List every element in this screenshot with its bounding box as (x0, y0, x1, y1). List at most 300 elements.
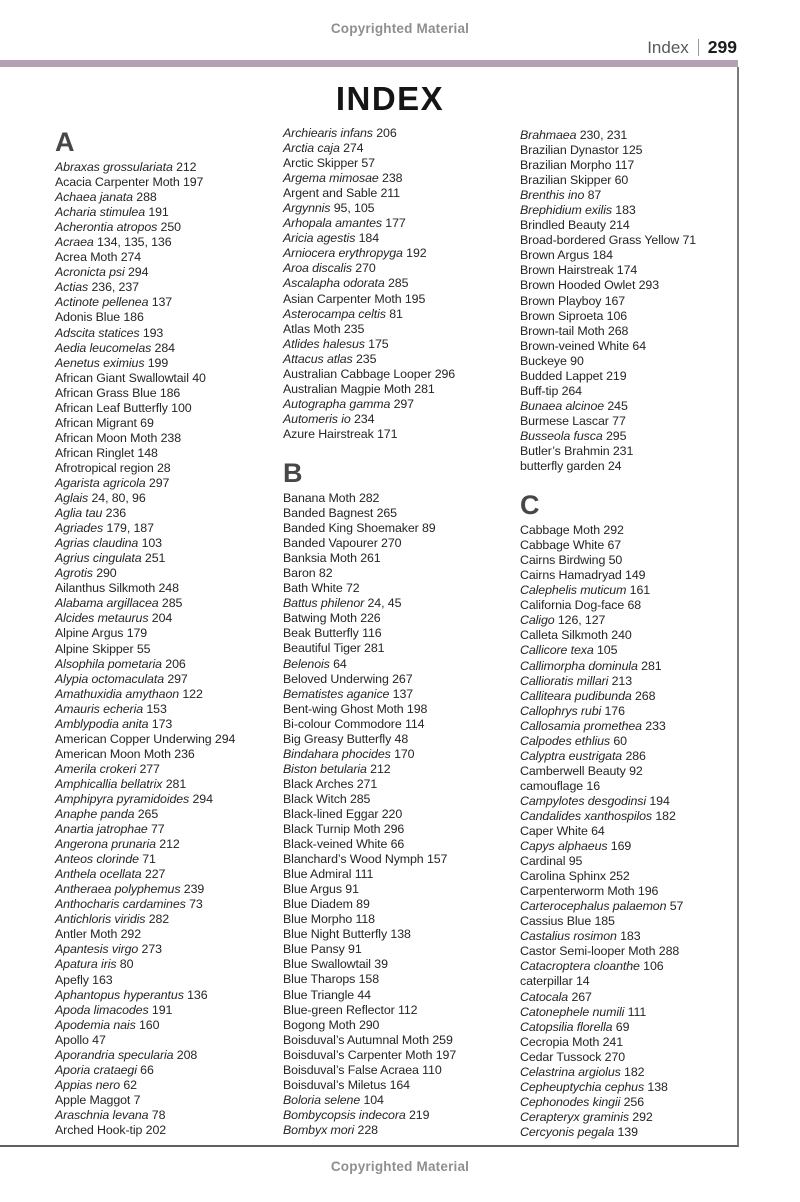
index-entry (55, 957, 283, 972)
index-entry (520, 990, 748, 1005)
entry-pages: 67 (604, 538, 622, 553)
entry-name: Castalius rosimon (520, 929, 617, 944)
entry-pages: 236 (170, 746, 195, 761)
section-heading-c: C (520, 490, 540, 521)
index-entry (283, 536, 511, 551)
index-entry (55, 927, 283, 942)
entry-pages: 294 (189, 791, 213, 806)
entry-name: Blue Admiral (283, 867, 352, 882)
entry-name: Celastrina argiolus (520, 1064, 621, 1079)
entry-pages: 273 (138, 942, 162, 957)
entry-name: Acraea (55, 235, 94, 250)
entry-name: Adscita statices (55, 325, 140, 340)
index-entry (55, 506, 283, 521)
index-entry (520, 884, 748, 899)
entry-pages: 236 (102, 506, 127, 521)
entry-pages: 282 (145, 912, 170, 927)
entry-name: Cercyonis pegala (520, 1124, 615, 1139)
entry-name: Catacroptera cloanthe (520, 959, 640, 974)
index-entry (55, 732, 283, 747)
entry-name: Banded Bagnest (283, 506, 374, 521)
entry-pages: 82 (315, 566, 333, 581)
entry-pages: 158 (355, 972, 379, 987)
entry-pages: 89 (352, 897, 370, 912)
index-entry (283, 566, 511, 581)
entry-name: Biston betularia (283, 761, 367, 776)
entry-name: Blue Diadem (283, 897, 353, 912)
index-entry (55, 1108, 283, 1123)
index-entry (283, 1108, 511, 1123)
entry-name: Brazilian Skipper (520, 173, 612, 188)
entry-pages: 281 (410, 381, 435, 396)
entry-pages: 250 (157, 220, 181, 235)
entry-pages: 281 (162, 776, 187, 791)
index-entry (55, 416, 283, 431)
entry-name: Capys alphaeus (520, 839, 608, 854)
entry-pages: 126, 127 (554, 613, 606, 628)
entry-name: Beloved Underwing (283, 671, 389, 686)
entry-name: Agriades (55, 521, 104, 536)
index-entry (55, 762, 283, 777)
entry-name: Bent-wing Ghost Moth (283, 701, 404, 716)
index-entry (520, 1035, 748, 1050)
entry-name: Acronicta psi (55, 265, 125, 280)
index-column-1 (55, 128, 283, 1138)
entry-pages: 294 (211, 731, 236, 746)
entry-name: African Grass Blue (55, 385, 157, 400)
index-entry (520, 854, 748, 869)
entry-name: African Migrant (55, 415, 137, 430)
entry-pages: 174 (613, 263, 638, 278)
index-entry (283, 1048, 511, 1063)
entry-pages: 285 (346, 791, 371, 806)
entry-pages: 285 (158, 596, 183, 611)
entry-pages: 235 (352, 351, 377, 366)
entry-pages: 248 (155, 581, 179, 596)
entry-name: Brazilian Morpho (520, 158, 612, 173)
entry-name: Burmese Lascar (520, 413, 609, 428)
entry-name: Carterocephalus palaemon (520, 899, 667, 914)
copyright-notice-bottom: Copyrighted Material (330, 1159, 470, 1174)
entry-name: Calyptra eustrigata (520, 748, 623, 763)
entry-pages: 282 (355, 490, 380, 505)
entry-pages: 69 (612, 1019, 630, 1034)
entry-pages: 227 (141, 867, 166, 882)
entry-pages: 106 (639, 959, 664, 974)
entry-name: Alpine Skipper (55, 641, 134, 656)
index-entry (283, 1033, 511, 1048)
entry-name: Cassius Blue (520, 914, 592, 929)
index-entry (55, 491, 283, 506)
entry-name: Aglais (55, 491, 89, 506)
entry-name: Attacus atlas (283, 351, 353, 366)
entry-pages: 297 (390, 396, 414, 411)
index-entry (55, 852, 283, 867)
entry-name: Alpine Argus (55, 626, 124, 641)
entry-pages: 175 (364, 336, 389, 351)
entry-pages: 103 (138, 536, 162, 551)
index-entry (520, 1005, 748, 1020)
entry-name: Antler Moth (55, 927, 118, 942)
index-entry (520, 824, 748, 839)
entry-pages: 184 (589, 248, 613, 263)
entry-name: Blanchard’s Wood Nymph (283, 852, 424, 867)
entry-pages: 267 (568, 989, 592, 1004)
entry-pages: 137 (389, 686, 414, 701)
index-entry (283, 747, 511, 762)
entry-pages: 95, 105 (330, 201, 375, 216)
entry-pages: 149 (621, 568, 646, 583)
index-entry (283, 912, 511, 927)
entry-pages: 179, 187 (103, 521, 154, 536)
entry-pages: 77 (608, 413, 626, 428)
entry-name: California Dog-face (520, 598, 625, 613)
index-entry (283, 581, 511, 596)
entry-name: Cardinal (520, 854, 566, 869)
entry-pages: 111 (624, 1004, 647, 1019)
entry-name: Calpodes ethlius (520, 733, 611, 748)
index-entry (55, 792, 283, 807)
index-entry (520, 643, 748, 658)
entry-pages: 139 (614, 1124, 638, 1139)
index-entry (55, 581, 283, 596)
entry-pages: 186 (156, 385, 181, 400)
entry-name: Brown Hooded Owlet (520, 278, 636, 293)
index-entry (520, 1050, 748, 1065)
index-entry (520, 278, 748, 293)
index-entry (520, 553, 748, 568)
entry-name: Afrotropical region (55, 460, 154, 475)
index-entry (520, 839, 748, 854)
index-entry (283, 611, 511, 626)
entry-name: caterpillar (520, 974, 573, 989)
entry-pages: 281 (637, 658, 662, 673)
entry-name: Cepheuptychia cephus (520, 1079, 645, 1094)
entry-name: Ailanthus Silkmoth (55, 581, 156, 596)
index-entry (283, 626, 511, 641)
index-entry (283, 246, 511, 261)
index-entry (283, 657, 511, 672)
entry-pages: 185 (591, 914, 615, 929)
entry-pages: 241 (599, 1034, 623, 1049)
index-entry (520, 203, 748, 218)
entry-name: butterfly garden (520, 459, 605, 474)
index-entry (283, 382, 511, 397)
index-entry (55, 250, 283, 265)
entry-name: Amblypodia anita (55, 716, 149, 731)
index-entry (283, 427, 511, 442)
entry-pages: 71 (679, 233, 697, 248)
index-entry (520, 779, 748, 794)
index-entry (283, 732, 511, 747)
entry-name: Asian Carpenter Moth (283, 291, 402, 306)
entry-pages: 57 (666, 899, 684, 914)
index-entry (520, 523, 748, 538)
entry-name: Buckeye (520, 353, 567, 368)
index-entry (283, 412, 511, 427)
entry-name: Brown-veined White (520, 338, 630, 353)
entry-name: Bindahara phocides (283, 746, 391, 761)
index-entry (520, 233, 748, 248)
index-entry (520, 538, 748, 553)
entry-name: Blue Argus (283, 882, 342, 897)
index-entry (55, 611, 283, 626)
entry-pages: 274 (339, 141, 364, 156)
index-entry (55, 1063, 283, 1078)
copyright-notice-top: Copyrighted Material (330, 21, 470, 36)
entry-pages: 57 (358, 156, 375, 171)
entry-name: Broad-bordered Grass Yellow (520, 233, 680, 248)
page-number: 299 (707, 37, 737, 57)
entry-name: Bombyx mori (283, 1122, 355, 1137)
entry-name: Caper White (520, 824, 588, 839)
entry-pages: 214 (605, 218, 630, 233)
entry-pages: 206 (161, 656, 186, 671)
index-entry (283, 972, 511, 987)
index-entry (283, 156, 511, 171)
index-entry (55, 1123, 283, 1138)
index-entry (283, 762, 511, 777)
entry-name: Budded Lappet (520, 368, 603, 383)
index-entry (283, 231, 511, 246)
index-entry (283, 276, 511, 291)
entry-pages: 271 (353, 776, 378, 791)
index-entry (520, 764, 748, 779)
accent-bar (0, 60, 738, 67)
index-entry (520, 869, 748, 884)
entry-name: camouflage (520, 778, 584, 793)
entry-pages: 122 (179, 686, 203, 701)
entry-pages: 265 (134, 807, 159, 822)
entry-pages: 292 (600, 523, 624, 538)
index-entry (55, 1033, 283, 1048)
entry-name: Bematistes aganice (283, 686, 390, 701)
entry-pages: 71 (138, 852, 156, 867)
entry-name: Beak Butterfly (283, 626, 359, 641)
entry-pages: 238 (157, 430, 182, 445)
index-entry (520, 1095, 748, 1110)
index-entry (55, 626, 283, 641)
entry-pages: 296 (380, 822, 405, 837)
entry-name: Acherontia atropos (55, 220, 158, 235)
index-entry (283, 988, 511, 1003)
entry-name: Calephelis muticum (520, 583, 627, 598)
entry-name: Alcides metaurus (55, 611, 149, 626)
entry-name: Arhopala amantes (283, 216, 382, 231)
index-entry (283, 807, 511, 822)
entry-name: Cairns Hamadryad (520, 568, 622, 583)
entry-pages: 111 (351, 867, 374, 882)
entry-name: Brazilian Dynastor (520, 143, 619, 158)
index-entry (283, 506, 511, 521)
index-entry (55, 717, 283, 732)
entry-pages: 270 (351, 261, 376, 276)
entry-name: Battus philenor (283, 596, 365, 611)
entry-pages: 87 (584, 188, 602, 203)
entry-name: Buff-tip (520, 383, 559, 398)
entry-pages: 14 (572, 974, 590, 989)
entry-name: Aedia leucomelas (55, 340, 152, 355)
entry-pages: 297 (164, 671, 188, 686)
index-entry (55, 837, 283, 852)
index-column-3 (520, 128, 748, 1140)
index-entry (520, 689, 748, 704)
entry-pages: 164 (386, 1077, 410, 1092)
section-heading-b: B (283, 457, 303, 488)
index-entry (520, 128, 748, 143)
index-entry (283, 596, 511, 611)
entry-pages: 212 (366, 761, 391, 776)
index-entry (55, 642, 283, 657)
entry-name: Black Arches (283, 776, 354, 791)
entry-pages: 183 (616, 929, 641, 944)
entry-name: Bogong Moth (283, 1017, 356, 1032)
entry-pages: 66 (387, 837, 405, 852)
entry-name: Amathuxidia amythaon (55, 686, 180, 701)
index-entry (55, 1018, 283, 1033)
entry-name: Aphantopus hyperantus (55, 987, 184, 1002)
entry-name: Blue Swallowtail (283, 957, 371, 972)
entry-pages: 104 (360, 1092, 384, 1107)
index-entry (55, 1078, 283, 1093)
index-entry (283, 491, 511, 506)
entry-name: Aporia crataegi (55, 1062, 137, 1077)
index-entry (520, 944, 748, 959)
entry-name: Big Greasy Butterfly (283, 731, 392, 746)
index-entry (55, 897, 283, 912)
entry-pages: 195 (401, 291, 426, 306)
index-entry (283, 1003, 511, 1018)
index-entry (55, 431, 283, 446)
index-entry (283, 942, 511, 957)
index-entry (55, 265, 283, 280)
entry-name: Cecropia Moth (520, 1034, 600, 1049)
entry-name: Brenthis ino (520, 188, 585, 203)
index-entry (55, 822, 283, 837)
entry-name: Callicore texa (520, 643, 594, 658)
entry-name: Agrius cingulata (55, 551, 142, 566)
entry-pages: 191 (148, 1002, 173, 1017)
entry-name: Black-lined Eggar (283, 806, 379, 821)
index-entry (283, 897, 511, 912)
index-entry (283, 216, 511, 231)
entry-pages: 290 (92, 566, 117, 581)
entry-name: Cedar Tussock (520, 1049, 602, 1064)
entry-pages: 66 (136, 1062, 154, 1077)
index-column-2 (283, 126, 511, 1138)
entry-name: Acharia stimulea (55, 205, 145, 220)
entry-pages: 16 (583, 778, 600, 793)
entry-name: Blue Pansy (283, 942, 345, 957)
index-entry (283, 687, 511, 702)
index-entry (520, 659, 748, 674)
entry-pages: 202 (142, 1123, 167, 1137)
index-entry (283, 1018, 511, 1033)
entry-pages: 78 (148, 1107, 166, 1122)
entry-pages: 288 (655, 944, 680, 959)
entry-pages: 186 (120, 310, 144, 325)
index-entry (283, 171, 511, 186)
entry-pages: 169 (607, 839, 632, 854)
entry-pages: 118 (352, 912, 375, 927)
index-entry (283, 717, 511, 732)
entry-pages: 234 (350, 411, 375, 426)
entry-pages: 288 (132, 190, 157, 205)
index-entry (55, 371, 283, 386)
index-entry (55, 175, 283, 190)
entry-pages: 261 (356, 551, 381, 566)
entry-pages: 274 (117, 250, 142, 265)
index-entry (55, 536, 283, 551)
entry-name: Apefly (55, 972, 89, 987)
entry-pages: 69 (136, 415, 154, 430)
index-entry (55, 1093, 283, 1108)
running-header (647, 37, 737, 58)
entry-pages: 163 (88, 972, 113, 987)
entry-name: Agrotis (55, 566, 93, 581)
entry-name: Aroa discalis (283, 261, 352, 276)
entry-name: Arctia caja (283, 141, 340, 156)
index-entry (55, 672, 283, 687)
index-entry (520, 719, 748, 734)
entry-pages: 251 (141, 551, 166, 566)
index-entry (520, 143, 748, 158)
entry-name: Amphicallia bellatrix (55, 776, 163, 791)
index-entry (520, 354, 748, 369)
entry-name: Cairns Birdwing (520, 553, 606, 568)
header-divider (698, 39, 699, 56)
entry-pages: 290 (355, 1017, 380, 1032)
entry-name: Cerapteryx graminis (520, 1109, 629, 1124)
entry-name: Brown Hairstreak (520, 263, 614, 278)
entry-name: Castor Semi-looper Moth (520, 944, 656, 959)
index-entry (283, 352, 511, 367)
entry-name: Blue Tharops (283, 972, 356, 987)
index-entry (55, 1003, 283, 1018)
entry-pages: 204 (148, 611, 173, 626)
entry-pages: 292 (117, 927, 141, 942)
entry-name: Bath White (283, 581, 343, 596)
index-entry (283, 141, 511, 156)
entry-name: Brown Siproeta (520, 308, 604, 323)
entry-name: Argema mimosae (283, 171, 379, 186)
entry-pages: 24, 80, 96 (88, 491, 146, 506)
entry-pages: 39 (370, 957, 388, 972)
entry-name: Brahmaea (520, 128, 577, 142)
entry-name: Aenetus eximius (55, 355, 145, 370)
entry-pages: 125 (618, 143, 643, 158)
entry-pages: 213 (608, 673, 633, 688)
index-entry (520, 294, 748, 309)
index-entry (520, 429, 748, 444)
entry-pages: 196 (634, 884, 659, 899)
index-entry (55, 205, 283, 220)
entry-pages: 167 (601, 293, 626, 308)
entry-pages: 259 (429, 1032, 453, 1047)
index-entry (520, 414, 748, 429)
entry-name: Beautiful Tiger (283, 641, 361, 656)
index-entry (55, 280, 283, 295)
entry-pages: 176 (601, 703, 625, 718)
entry-pages: 171 (373, 426, 398, 441)
entry-name: Catopsilia florella (520, 1019, 613, 1034)
entry-name: Aporandria specularia (55, 1047, 174, 1062)
entry-name: Boisduval’s Carpenter Moth (283, 1047, 433, 1062)
index-entry (520, 598, 748, 613)
entry-pages: 206 (372, 126, 397, 140)
entry-pages: 219 (602, 368, 627, 383)
entry-pages: 110 (418, 1062, 442, 1077)
